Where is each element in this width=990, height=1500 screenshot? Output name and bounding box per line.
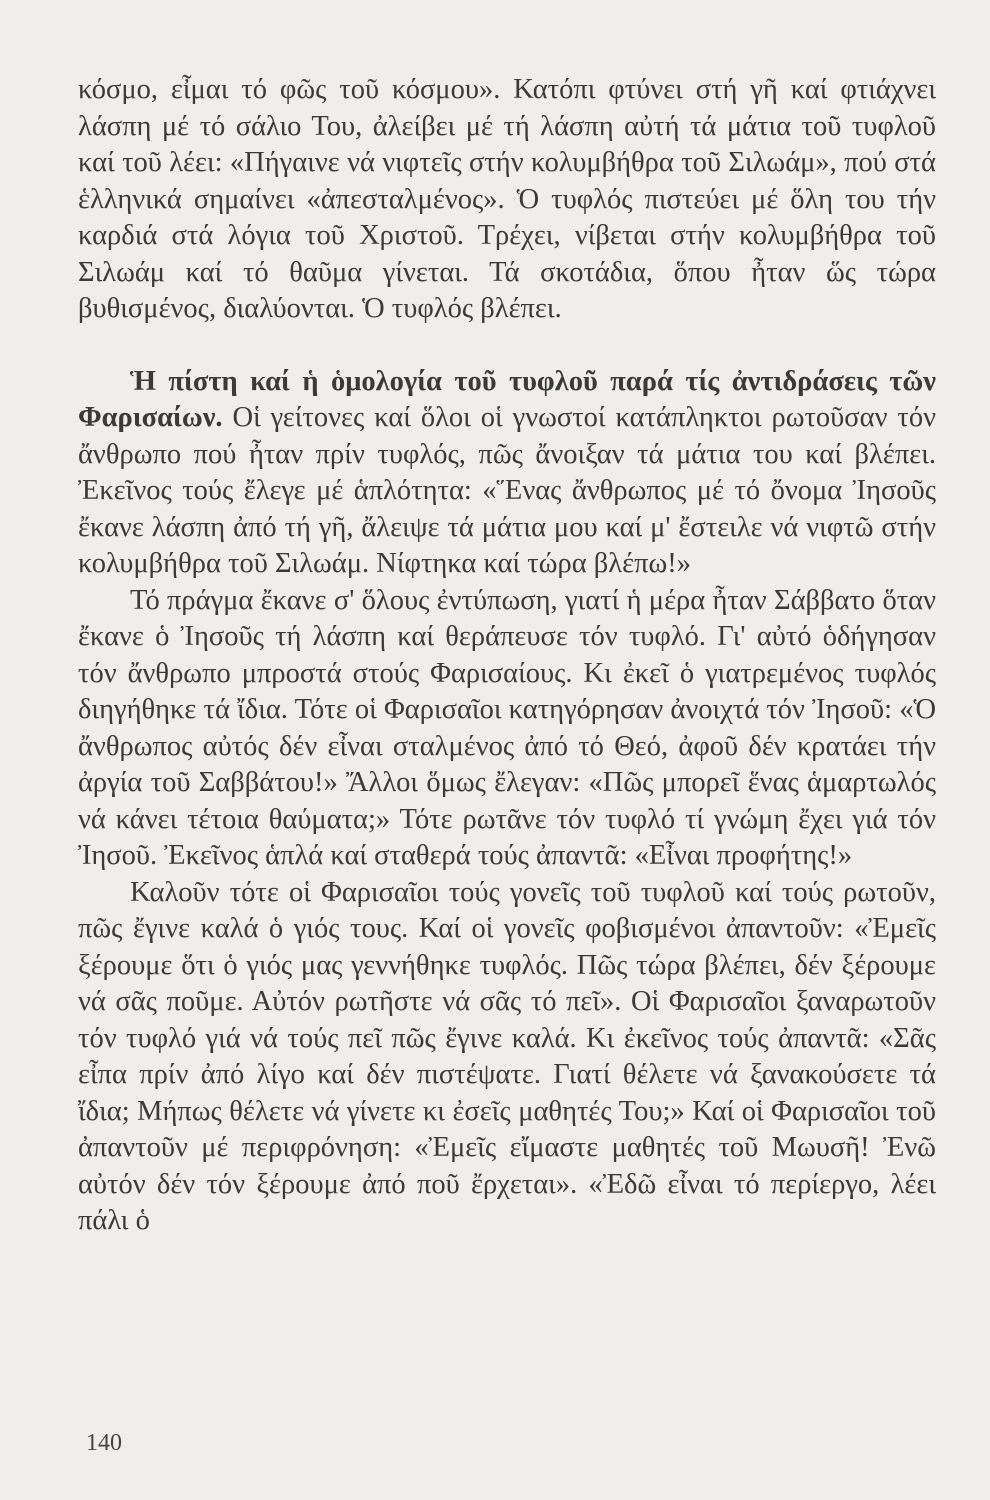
- body-text: [78, 72, 936, 1240]
- page-number: 140: [86, 1430, 122, 1456]
- section-heading: Ἡ πίστη καί ἡ ὁμολογία τοῦ τυφλοῦ παρά τίς ἀντιδράσεις τῶν Φαρισαίων.: [78, 365, 936, 433]
- paragraph-1: κόσμο, εἶμαι τό φῶς τοῦ κόσμου». Κατόπι φτύνει στή γῆ καί φτιάχνει λάσπη μέ τό σάλιο Του, ἀλείβει μέ τή λάσπη αὐτή τά μάτια τοῦ τυφλοῦ καί τοῦ λέει: «Πήγαινε νά νιφτεῖς στήν κολυμβήθρα τοῦ Σιλωάμ», πού στά ἑλληνικά σημαίνει «ἀπεσταλμένος». Ὁ τυφλός πιστεύει μέ ὅλη του τήν καρδιά στά λόγια τοῦ Χριστοῦ. Τρέχει, νίβεται στήν κολυμβήθρα τοῦ Σιλωάμ καί τό θαῦμα γίνεται. Τά σκοτάδια, ὅπου ἦταν ὥς τώρα βυθισμένος, διαλύονται. Ὁ τυφλός βλέπει.: [78, 74, 936, 324]
- paragraph-2-text: Οἱ γείτονες καί ὅλοι οἱ γνωστοί κατάπληκτοι ρωτοῦσαν τόν ἄνθρωπο πού ἦταν πρίν τυφλός, πῶς ἄνοιξαν τά μάτια του καί βλέπει. Ἐκεῖνος τούς ἔλεγε μέ ἁπλότητα: «Ἕνας ἄνθρωπος μέ τό ὄνομα Ἰησοῦς ἔκανε λάσπη ἀπό τή γῆ, ἄλειψε τά μάτια μου καί μ' ἔστειλε νά νιφτῶ στήν κολυμβήθρα τοῦ Σιλωάμ. Νίφτηκα καί τώρα βλέπω!»: [78, 402, 936, 579]
- paragraph-4: Καλοῦν τότε οἱ Φαρισαῖοι τούς γονεῖς τοῦ τυφλοῦ καί τούς ρωτοῦν, πῶς ἔγινε καλά ὁ γιός τους. Καί οἱ γονεῖς φοβισμένοι ἀπαντοῦν: «Ἐμεῖς ξέρουμε ὅτι ὁ γιός μας γεννήθηκε τυφλός. Πῶς τώρα βλέπει, δέν ξέρουμε νά σᾶς ποῦμε. Αὐτόν ρωτῆστε νά σᾶς τό πεῖ». Οἱ Φαρισαῖοι ξαναρωτοῦν τόν τυφλό γιά νά τούς πεῖ πῶς ἔγινε καλά. Κι ἐκεῖνος τούς ἀπαντᾶ: «Σᾶς εἶπα πρίν ἀπό λίγο καί δέν πιστέψατε. Γιατί θέλετε νά ξανακούσετε τά ἴδια; Μήπως θέλετε νά γίνετε κι ἐσεῖς μαθητές Του;» Καί οἱ Φαρισαῖοι τοῦ ἀπαντοῦν μέ περιφρόνηση: «Ἐμεῖς εἴμαστε μαθητές τοῦ Μωυσῆ! Ἐνῶ αὐτόν δέν τόν ξέρουμε ἀπό ποῦ ἔρχεται». «Ἐδῶ εἶναι τό περίεργο, λέει πάλι ὁ: [78, 876, 936, 1236]
- paragraph-3: Τό πράγμα ἔκανε σ' ὅλους ἐντύπωση, γιατί ἡ μέρα ἦταν Σάββατο ὅταν ἔκανε ὁ Ἰησοῦς τή λάσπη καί θεράπευσε τόν τυφλό. Γι' αὐτό ὁδήγησαν τόν ἄνθρωπο μπροστά στούς Φαρισαίους. Κι ἐκεῖ ὁ γιατρεμένος τυφλός διηγήθηκε τά ἴδια. Τότε οἱ Φαρισαῖοι κατηγόρησαν ἀνοιχτά τόν Ἰησοῦ: «Ὁ ἄνθρωπος αὐτός δέν εἶναι σταλμένος ἀπό τό Θεό, ἀφοῦ δέν κρατάει τήν ἀργία τοῦ Σαββάτου!» Ἄλλοι ὅμως ἔλεγαν: «Πῶς μπορεῖ ἕνας ἁμαρτωλός νά κάνει τέτοια θαύματα;» Τότε ρωτᾶνε τόν τυφλό τί γνώμη ἔχει γιά τόν Ἰησοῦ. Ἐκεῖνος ἁπλά καί σταθερά τούς ἀπαντᾶ: «Εἶναι προφήτης!»: [78, 584, 936, 871]
- paragraph-2: [78, 364, 936, 583]
